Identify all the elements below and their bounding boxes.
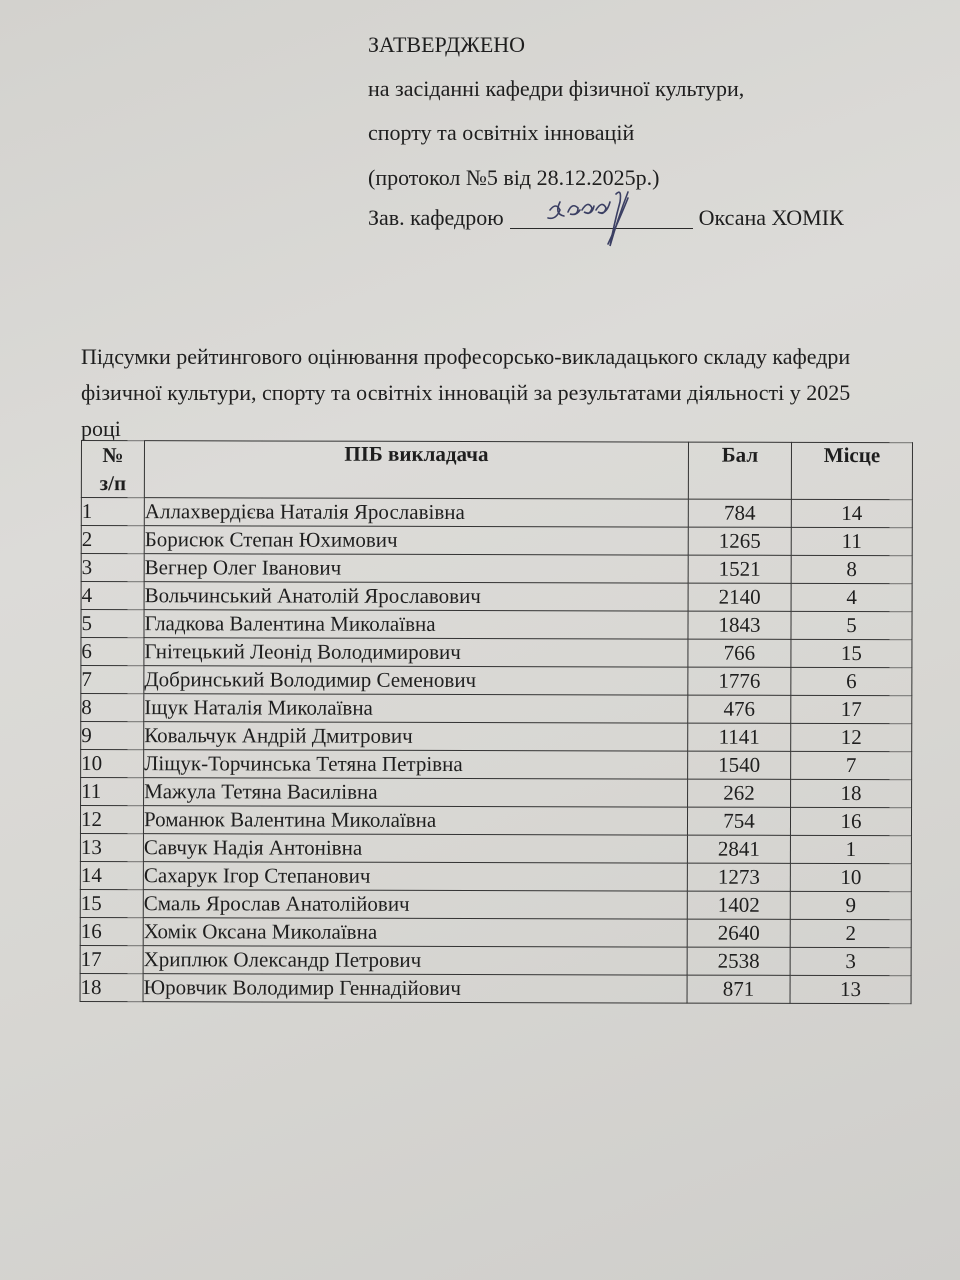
row-number: 3	[81, 554, 144, 582]
place-value: 11	[791, 527, 912, 555]
teacher-name: Добринський Володимир Семенович	[144, 666, 688, 695]
teacher-name: Вольчинський Анатолій Ярославович	[144, 582, 688, 611]
row-number: 17	[80, 945, 143, 973]
table-row	[81, 526, 912, 556]
approval-department-line: спорту та освітніх інновацій	[368, 120, 635, 145]
table-row	[80, 973, 911, 1003]
table-row	[81, 666, 912, 696]
teacher-name: Ліщук-Торчинська Тетяна Петрівна	[144, 750, 688, 779]
row-number: 1	[81, 498, 144, 526]
table-row	[81, 778, 912, 808]
teacher-name: Іщук Наталія Миколаївна	[144, 694, 688, 723]
place-value: 18	[791, 779, 912, 807]
score-value: 2640	[687, 919, 790, 947]
score-value: 871	[687, 975, 790, 1003]
place-value: 17	[791, 695, 912, 723]
table-row	[81, 638, 912, 668]
teacher-name: Савчук Надія Антонівна	[143, 834, 687, 863]
place-value: 14	[791, 499, 912, 527]
score-value: 1273	[687, 863, 790, 891]
table-row	[81, 694, 912, 724]
head-label: Зав. кафедрою	[368, 205, 504, 230]
score-value: 1521	[688, 555, 791, 583]
teacher-name: Гладкова Валентина Миколаївна	[144, 610, 688, 639]
place-value: 9	[790, 891, 911, 919]
place-value: 8	[791, 555, 912, 583]
teacher-name: Смаль Ярослав Анатолійович	[143, 890, 687, 919]
row-number: 7	[81, 666, 144, 694]
header-number-symbol: №	[102, 443, 124, 468]
place-value: 7	[791, 751, 912, 779]
place-value: 12	[791, 723, 912, 751]
row-number: 11	[81, 778, 144, 806]
row-number: 10	[81, 750, 144, 778]
signature-line	[510, 206, 693, 229]
score-value: 784	[688, 499, 791, 527]
row-number: 12	[80, 806, 143, 834]
place-value: 13	[790, 975, 911, 1003]
teacher-name: Юровчик Володимир Геннадійович	[143, 974, 687, 1003]
row-number: 5	[81, 610, 144, 638]
approval-title: ЗАТВЕРДЖЕНО	[368, 32, 526, 57]
row-number: 8	[81, 694, 144, 722]
header-score: Бал	[688, 442, 791, 499]
place-value: 3	[790, 947, 911, 975]
table-row	[80, 833, 911, 863]
teacher-name: Вегнер Олег Іванович	[144, 554, 688, 583]
row-number: 14	[80, 861, 143, 889]
table-row	[81, 722, 912, 752]
table-row	[80, 806, 911, 836]
teacher-name: Хриплюк Олександр Петрович	[143, 946, 687, 975]
rating-table-body	[80, 498, 912, 1004]
header-number-abbr: з/п	[99, 471, 127, 496]
score-value: 2538	[687, 947, 790, 975]
score-value: 1540	[688, 751, 791, 779]
row-number: 9	[81, 722, 144, 750]
score-value: 766	[688, 639, 791, 667]
row-number: 15	[80, 889, 143, 917]
score-value: 1776	[688, 667, 791, 695]
row-number: 13	[80, 833, 143, 861]
teacher-name: Борисюк Степан Юхимович	[144, 526, 688, 555]
row-number: 4	[81, 582, 144, 610]
header-place: Місце	[791, 442, 912, 499]
handwritten-signature	[520, 190, 680, 270]
score-value: 1265	[688, 527, 791, 555]
approval-protocol: (протокол №5 від 28.12.2025р.)	[368, 165, 660, 190]
table-row	[80, 889, 911, 919]
table-row	[80, 861, 911, 891]
teacher-name: Аллахвердієва Наталія Ярославівна	[144, 498, 688, 527]
document-subtitle: Підсумки рейтингового оцінювання професорсько-викладацького складу кафедри фізичної культури, спорту та освітніх інновацій за результатами діяльності у 2025 році	[81, 344, 851, 441]
place-value: 5	[791, 611, 912, 639]
row-number: 18	[80, 973, 143, 1001]
teacher-name: Сахарук Ігор Степанович	[143, 862, 687, 891]
teacher-name: Гнітецький Леонід Володимирович	[144, 638, 688, 667]
row-number: 16	[80, 917, 143, 945]
score-value: 754	[687, 807, 790, 835]
score-value: 262	[688, 779, 791, 807]
place-value: 4	[791, 583, 912, 611]
table-row	[81, 750, 912, 780]
header-name: ПІБ викладача	[144, 441, 688, 499]
approval-meeting-line: на засіданні кафедри фізичної культури,	[368, 76, 745, 101]
table-header-row	[81, 441, 912, 500]
table-row	[80, 917, 911, 947]
signature-row	[368, 206, 844, 229]
teacher-name: Хомік Оксана Миколаївна	[143, 918, 687, 947]
place-value: 1	[790, 835, 911, 863]
place-value: 2	[790, 919, 911, 947]
score-value: 1402	[687, 891, 790, 919]
score-value: 476	[688, 695, 791, 723]
head-name: Оксана ХОМІК	[698, 205, 844, 230]
table-row	[81, 610, 912, 640]
row-number: 6	[81, 638, 144, 666]
place-value: 10	[790, 863, 911, 891]
score-value: 1141	[688, 723, 791, 751]
row-number: 2	[81, 526, 144, 554]
score-value: 2140	[688, 583, 791, 611]
table-row	[81, 498, 912, 528]
place-value: 6	[791, 667, 912, 695]
rating-table	[80, 440, 913, 1004]
teacher-name: Ковальчук Андрій Дмитрович	[144, 722, 688, 751]
table-row	[81, 582, 912, 612]
header-number	[81, 441, 144, 498]
place-value: 16	[790, 807, 911, 835]
score-value: 1843	[688, 611, 791, 639]
place-value: 15	[791, 639, 912, 667]
teacher-name: Романюк Валентина Миколаївна	[143, 806, 687, 835]
table-row	[80, 945, 911, 975]
score-value: 2841	[687, 835, 790, 863]
teacher-name: Мажула Тетяна Василівна	[144, 778, 688, 807]
table-row	[81, 554, 912, 584]
